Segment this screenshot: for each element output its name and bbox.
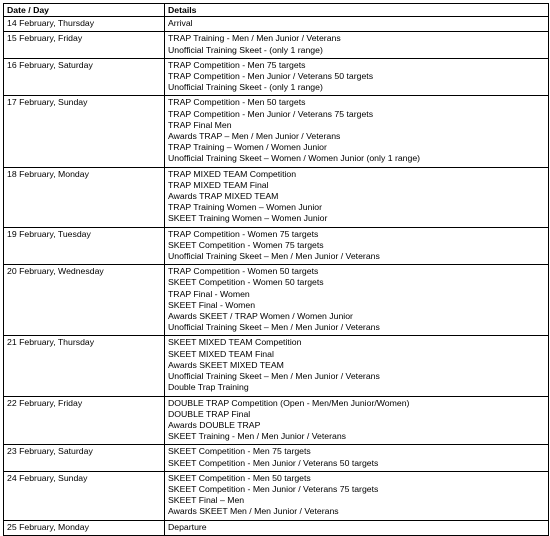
table-row	[4, 445, 549, 471]
detail-line: SKEET Competition - Men Junior / Veterans 75 targets	[168, 483, 379, 494]
header-row	[4, 4, 549, 17]
detail-line: SKEET Competition - Women 75 targets	[168, 239, 324, 250]
details-cell	[165, 58, 549, 96]
details-cell	[165, 265, 549, 336]
table-body	[4, 17, 549, 536]
detail-line: Unofficial Training Skeet - (only 1 range)	[168, 44, 323, 55]
table-header	[4, 4, 549, 17]
date-cell: 22 February, Friday	[4, 396, 165, 445]
date-cell: 20 February, Wednesday	[4, 265, 165, 336]
detail-line: TRAP Competition - Men Junior / Veterans 50 targets	[168, 71, 374, 82]
detail-line: DOUBLE TRAP Competition (Open - Men/Men Junior/Women)	[168, 397, 410, 408]
detail-line: TRAP Training Women – Women Junior	[168, 202, 323, 213]
date-cell: 25 February, Monday	[4, 520, 165, 535]
details-cell	[165, 227, 549, 265]
detail-line: Unofficial Training Skeet – Women / Women Junior (only 1 range)	[168, 153, 421, 164]
detail-line: SKEET MIXED TEAM Final	[168, 348, 274, 359]
detail-line: Unofficial Training Skeet – Men / Men Junior / Veterans	[168, 251, 380, 262]
detail-line: Arrival	[168, 18, 193, 29]
date-cell: 21 February, Thursday	[4, 336, 165, 396]
table-row	[4, 17, 549, 32]
table-row	[4, 227, 549, 265]
detail-line: SKEET Competition - Men 75 targets	[168, 446, 311, 457]
detail-line: Awards TRAP – Men / Men Junior / Veterans	[168, 131, 341, 142]
detail-line: TRAP Final Men	[168, 119, 232, 130]
detail-line: SKEET Final - Women	[168, 299, 256, 310]
detail-line: Departure	[168, 521, 207, 532]
detail-line: Unofficial Training Skeet - (only 1 range)	[168, 82, 323, 93]
detail-line: Awards TRAP MIXED TEAM	[168, 191, 279, 202]
detail-line: TRAP MIXED TEAM Final	[168, 179, 269, 190]
detail-line: TRAP Final - Women	[168, 288, 250, 299]
schedule-table	[3, 3, 549, 536]
date-cell: 18 February, Monday	[4, 167, 165, 227]
detail-line: TRAP Competition - Men 75 targets	[168, 59, 306, 70]
table-row	[4, 265, 549, 336]
details-cell	[165, 520, 549, 535]
detail-line: TRAP MIXED TEAM Competition	[168, 168, 297, 179]
detail-line: TRAP Competition - Women 75 targets	[168, 228, 319, 239]
details-cell	[165, 32, 549, 58]
detail-line: DOUBLE TRAP Final	[168, 408, 251, 419]
table-row	[4, 471, 549, 520]
detail-line: Double Trap Training	[168, 382, 249, 393]
detail-line: SKEET Training - Men / Men Junior / Veterans	[168, 431, 347, 442]
detail-line: Awards SKEET MIXED TEAM	[168, 359, 284, 370]
table-row	[4, 58, 549, 96]
detail-line: SKEET Training Women – Women Junior	[168, 213, 328, 224]
date-cell: 23 February, Saturday	[4, 445, 165, 471]
date-cell: 19 February, Tuesday	[4, 227, 165, 265]
table-row	[4, 336, 549, 396]
table-row	[4, 32, 549, 58]
table-row	[4, 167, 549, 227]
detail-line: SKEET Competition - Men Junior / Veterans 50 targets	[168, 457, 379, 468]
date-cell: 15 February, Friday	[4, 32, 165, 58]
column-header-date: Date / Day	[4, 4, 165, 17]
detail-line: Awards DOUBLE TRAP	[168, 419, 261, 430]
detail-line: SKEET Final – Men	[168, 495, 245, 506]
detail-line: TRAP Competition - Men Junior / Veterans 75 targets	[168, 108, 374, 119]
details-cell	[165, 445, 549, 471]
detail-line: SKEET Competition - Men 50 targets	[168, 472, 311, 483]
details-cell	[165, 17, 549, 32]
detail-line: TRAP Competition - Men 50 targets	[168, 97, 306, 108]
details-cell	[165, 396, 549, 445]
detail-line: Awards SKEET / TRAP Women / Women Junior	[168, 311, 353, 322]
date-cell: 24 February, Sunday	[4, 471, 165, 520]
column-header-details: Details	[165, 4, 549, 17]
date-cell: 17 February, Sunday	[4, 96, 165, 167]
date-cell: 14 February, Thursday	[4, 17, 165, 32]
detail-line: TRAP Training – Women / Women Junior	[168, 142, 327, 153]
details-cell	[165, 167, 549, 227]
details-cell	[165, 471, 549, 520]
detail-line: SKEET Competition - Women 50 targets	[168, 277, 324, 288]
details-cell	[165, 96, 549, 167]
table-row	[4, 96, 549, 167]
table-row	[4, 520, 549, 535]
table-row	[4, 396, 549, 445]
detail-line: Unofficial Training Skeet – Men / Men Junior / Veterans	[168, 371, 380, 382]
detail-line: Unofficial Training Skeet – Men / Men Junior / Veterans	[168, 322, 380, 333]
detail-line: TRAP Training - Men / Men Junior / Veterans	[168, 33, 341, 44]
detail-line: TRAP Competition - Women 50 targets	[168, 266, 319, 277]
details-cell	[165, 336, 549, 396]
date-cell: 16 February, Saturday	[4, 58, 165, 96]
detail-line: Awards SKEET Men / Men Junior / Veterans	[168, 506, 339, 517]
detail-line: SKEET MIXED TEAM Competition	[168, 337, 302, 348]
